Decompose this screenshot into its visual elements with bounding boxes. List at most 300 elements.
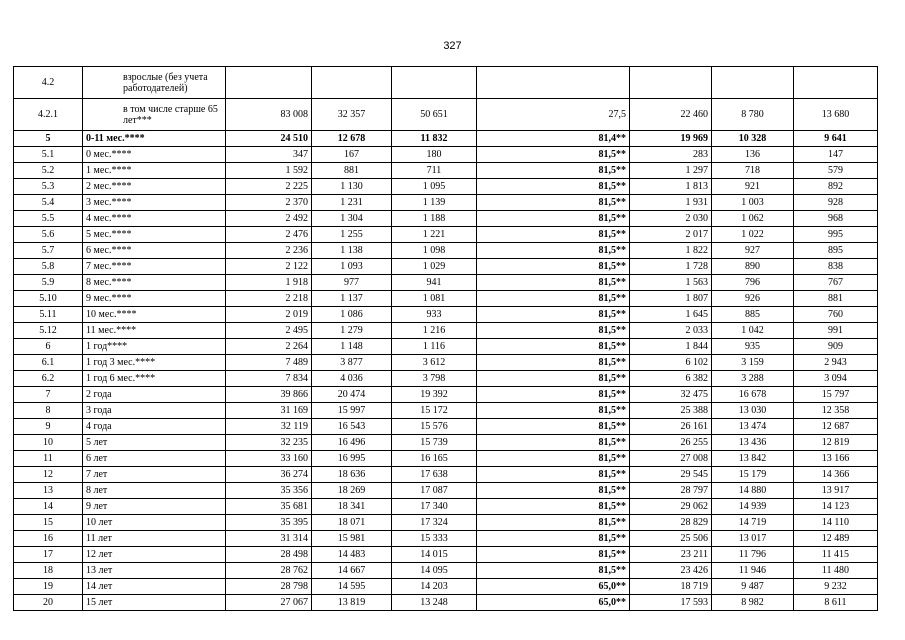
population-table: [13, 66, 878, 611]
total-cell: 2 019: [226, 307, 312, 323]
covered-total-cell: 1 645: [630, 307, 712, 323]
covered-female-cell: 995: [794, 227, 878, 243]
row-category-cell: 11 мес.****: [83, 323, 226, 339]
covered-female-cell: 13 166: [794, 451, 878, 467]
page-number: 327: [443, 40, 462, 52]
row-number-cell: 20: [14, 595, 83, 611]
row-category-cell: 15 лет: [83, 595, 226, 611]
row-number-cell: 5: [14, 131, 83, 147]
female-cell: 1 116: [392, 339, 477, 355]
female-cell: 17 340: [392, 499, 477, 515]
male-cell: 1 279: [312, 323, 392, 339]
covered-total-cell: 28 797: [630, 483, 712, 499]
percent-cell: 81,5**: [477, 355, 630, 371]
covered-total-cell: 1 807: [630, 291, 712, 307]
covered-total-cell: 6 382: [630, 371, 712, 387]
female-cell: 14 095: [392, 563, 477, 579]
covered-total-cell: 1 297: [630, 163, 712, 179]
row-category-cell: 10 мес.****: [83, 307, 226, 323]
covered-female-cell: 579: [794, 163, 878, 179]
covered-male-cell: 11 796: [712, 547, 794, 563]
male-cell: 32 357: [312, 99, 392, 131]
row-category-cell: 9 лет: [83, 499, 226, 515]
total-cell: 32 119: [226, 419, 312, 435]
percent-cell: 81,5**: [477, 419, 630, 435]
row-number-cell: 5.3: [14, 179, 83, 195]
female-cell: 3 612: [392, 355, 477, 371]
percent-cell: 81,5**: [477, 307, 630, 323]
covered-female-cell: 892: [794, 179, 878, 195]
female-cell: 711: [392, 163, 477, 179]
covered-female-cell: 12 687: [794, 419, 878, 435]
covered-male-cell: 3 288: [712, 371, 794, 387]
covered-female-cell: 9 232: [794, 579, 878, 595]
percent-cell: 81,5**: [477, 339, 630, 355]
row-category-cell: 1 год****: [83, 339, 226, 355]
covered-female-cell: 14 123: [794, 499, 878, 515]
total-cell: 2 492: [226, 211, 312, 227]
total-cell: 36 274: [226, 467, 312, 483]
covered-male-cell: 935: [712, 339, 794, 355]
total-cell: 27 067: [226, 595, 312, 611]
percent-cell: 81,5**: [477, 403, 630, 419]
female-cell: 17 638: [392, 467, 477, 483]
covered-total-cell: 29 062: [630, 499, 712, 515]
table-row: [14, 339, 878, 355]
total-cell: 1 592: [226, 163, 312, 179]
covered-total-cell: 1 844: [630, 339, 712, 355]
table-row: [14, 163, 878, 179]
covered-male-cell: 13 842: [712, 451, 794, 467]
female-cell: 17 087: [392, 483, 477, 499]
total-cell: 35 356: [226, 483, 312, 499]
percent-cell: 81,5**: [477, 259, 630, 275]
total-cell: 7 834: [226, 371, 312, 387]
percent-cell: 81,5**: [477, 483, 630, 499]
row-number-cell: 9: [14, 419, 83, 435]
covered-male-cell: 1 003: [712, 195, 794, 211]
table-row: [14, 547, 878, 563]
row-number-cell: 4.2.1: [14, 99, 83, 131]
percent-cell: 81,5**: [477, 499, 630, 515]
male-cell: 1 148: [312, 339, 392, 355]
covered-total-cell: 26 161: [630, 419, 712, 435]
covered-female-cell: 881: [794, 291, 878, 307]
total-cell: 28 762: [226, 563, 312, 579]
male-cell: 16 496: [312, 435, 392, 451]
covered-male-cell: 8 982: [712, 595, 794, 611]
covered-male-cell: 1 042: [712, 323, 794, 339]
male-cell: [312, 67, 392, 99]
female-cell: 50 651: [392, 99, 477, 131]
covered-total-cell: 27 008: [630, 451, 712, 467]
covered-female-cell: 12 489: [794, 531, 878, 547]
row-number-cell: 4.2: [14, 67, 83, 99]
table-row: [14, 579, 878, 595]
male-cell: 15 981: [312, 531, 392, 547]
row-number-cell: 6.2: [14, 371, 83, 387]
row-number-cell: 10: [14, 435, 83, 451]
row-category-cell: 2 года: [83, 387, 226, 403]
row-number-cell: 6.1: [14, 355, 83, 371]
covered-female-cell: 11 480: [794, 563, 878, 579]
male-cell: 14 595: [312, 579, 392, 595]
row-category-cell: взрослые (без учета работодателей): [83, 67, 226, 99]
covered-male-cell: 8 780: [712, 99, 794, 131]
covered-male-cell: 11 946: [712, 563, 794, 579]
covered-total-cell: 32 475: [630, 387, 712, 403]
row-category-cell: 4 мес.****: [83, 211, 226, 227]
row-category-cell: 14 лет: [83, 579, 226, 595]
row-number-cell: 5.4: [14, 195, 83, 211]
row-category-cell: 3 мес.****: [83, 195, 226, 211]
total-cell: 28 798: [226, 579, 312, 595]
female-cell: 1 188: [392, 211, 477, 227]
row-category-cell: 8 мес.****: [83, 275, 226, 291]
percent-cell: 81,5**: [477, 195, 630, 211]
covered-total-cell: 2 030: [630, 211, 712, 227]
row-number-cell: 7: [14, 387, 83, 403]
covered-male-cell: 927: [712, 243, 794, 259]
female-cell: 13 248: [392, 595, 477, 611]
table-row: [14, 371, 878, 387]
table-row: [14, 323, 878, 339]
covered-female-cell: 14 110: [794, 515, 878, 531]
table-row: [14, 355, 878, 371]
female-cell: 1 081: [392, 291, 477, 307]
row-number-cell: 8: [14, 403, 83, 419]
covered-female-cell: 760: [794, 307, 878, 323]
row-number-cell: 5.12: [14, 323, 83, 339]
female-cell: 1 139: [392, 195, 477, 211]
row-number-cell: 18: [14, 563, 83, 579]
row-category-cell: 10 лет: [83, 515, 226, 531]
male-cell: 16 543: [312, 419, 392, 435]
male-cell: 977: [312, 275, 392, 291]
covered-female-cell: 928: [794, 195, 878, 211]
percent-cell: 81,5**: [477, 531, 630, 547]
total-cell: 2 236: [226, 243, 312, 259]
total-cell: 347: [226, 147, 312, 163]
table-row: [14, 147, 878, 163]
row-category-cell: 4 года: [83, 419, 226, 435]
total-cell: 83 008: [226, 99, 312, 131]
row-category-cell: 13 лет: [83, 563, 226, 579]
covered-female-cell: 14 366: [794, 467, 878, 483]
percent-cell: 81,5**: [477, 179, 630, 195]
female-cell: 1 098: [392, 243, 477, 259]
covered-total-cell: 1 822: [630, 243, 712, 259]
male-cell: 18 341: [312, 499, 392, 515]
row-category-cell: 3 года: [83, 403, 226, 419]
covered-female-cell: 147: [794, 147, 878, 163]
male-cell: 20 474: [312, 387, 392, 403]
percent-cell: 81,5**: [477, 371, 630, 387]
percent-cell: 81,5**: [477, 147, 630, 163]
covered-male-cell: 921: [712, 179, 794, 195]
covered-female-cell: 9 641: [794, 131, 878, 147]
male-cell: 14 483: [312, 547, 392, 563]
covered-male-cell: 10 328: [712, 131, 794, 147]
total-cell: 2 264: [226, 339, 312, 355]
row-number-cell: 17: [14, 547, 83, 563]
covered-total-cell: 25 388: [630, 403, 712, 419]
percent-cell: 81,5**: [477, 435, 630, 451]
male-cell: 18 071: [312, 515, 392, 531]
covered-total-cell: 1 931: [630, 195, 712, 211]
row-category-cell: 1 мес.****: [83, 163, 226, 179]
percent-cell: [477, 67, 630, 99]
covered-female-cell: 838: [794, 259, 878, 275]
covered-total-cell: 23 426: [630, 563, 712, 579]
male-cell: 1 138: [312, 243, 392, 259]
female-cell: 1 221: [392, 227, 477, 243]
table-row: [14, 195, 878, 211]
table-row: [14, 435, 878, 451]
covered-male-cell: 15 179: [712, 467, 794, 483]
table-row: [14, 563, 878, 579]
row-category-cell: 5 лет: [83, 435, 226, 451]
female-cell: 941: [392, 275, 477, 291]
row-number-cell: 5.6: [14, 227, 83, 243]
percent-cell: 65,0**: [477, 579, 630, 595]
percent-cell: 81,5**: [477, 291, 630, 307]
row-number-cell: 12: [14, 467, 83, 483]
row-number-cell: 5.7: [14, 243, 83, 259]
table-row: [14, 67, 878, 99]
female-cell: 180: [392, 147, 477, 163]
percent-cell: 81,5**: [477, 211, 630, 227]
covered-total-cell: 1 728: [630, 259, 712, 275]
covered-male-cell: 136: [712, 147, 794, 163]
male-cell: 167: [312, 147, 392, 163]
female-cell: [392, 67, 477, 99]
row-category-cell: 11 лет: [83, 531, 226, 547]
covered-male-cell: 14 939: [712, 499, 794, 515]
total-cell: 7 489: [226, 355, 312, 371]
male-cell: 1 093: [312, 259, 392, 275]
covered-total-cell: 26 255: [630, 435, 712, 451]
table-row: [14, 131, 878, 147]
total-cell: 2 495: [226, 323, 312, 339]
male-cell: 14 667: [312, 563, 392, 579]
covered-male-cell: 1 062: [712, 211, 794, 227]
table-row: [14, 419, 878, 435]
female-cell: 15 739: [392, 435, 477, 451]
row-category-cell: 1 год 6 мес.****: [83, 371, 226, 387]
row-category-cell: 6 мес.****: [83, 243, 226, 259]
total-cell: 24 510: [226, 131, 312, 147]
row-category-cell: 0-11 мес.****: [83, 131, 226, 147]
row-category-cell: 7 мес.****: [83, 259, 226, 275]
percent-cell: 81,5**: [477, 275, 630, 291]
percent-cell: 81,5**: [477, 547, 630, 563]
percent-cell: 81,5**: [477, 243, 630, 259]
male-cell: 1 137: [312, 291, 392, 307]
covered-male-cell: 1 022: [712, 227, 794, 243]
female-cell: 1 029: [392, 259, 477, 275]
row-category-cell: 12 лет: [83, 547, 226, 563]
covered-male-cell: 14 880: [712, 483, 794, 499]
covered-female-cell: 8 611: [794, 595, 878, 611]
total-cell: 1 918: [226, 275, 312, 291]
table-row: [14, 531, 878, 547]
table-row: [14, 499, 878, 515]
female-cell: 19 392: [392, 387, 477, 403]
male-cell: 18 269: [312, 483, 392, 499]
row-number-cell: 5.9: [14, 275, 83, 291]
row-category-cell: 6 лет: [83, 451, 226, 467]
covered-male-cell: 13 474: [712, 419, 794, 435]
total-cell: 32 235: [226, 435, 312, 451]
female-cell: 1 095: [392, 179, 477, 195]
table-row: [14, 99, 878, 131]
covered-total-cell: [630, 67, 712, 99]
row-number-cell: 19: [14, 579, 83, 595]
total-cell: 35 395: [226, 515, 312, 531]
female-cell: 933: [392, 307, 477, 323]
covered-female-cell: 968: [794, 211, 878, 227]
male-cell: 881: [312, 163, 392, 179]
male-cell: 1 130: [312, 179, 392, 195]
row-category-cell: 0 мес.****: [83, 147, 226, 163]
row-number-cell: 16: [14, 531, 83, 547]
male-cell: 1 304: [312, 211, 392, 227]
male-cell: 1 255: [312, 227, 392, 243]
row-number-cell: 15: [14, 515, 83, 531]
covered-male-cell: 9 487: [712, 579, 794, 595]
total-cell: 31 314: [226, 531, 312, 547]
covered-male-cell: 13 017: [712, 531, 794, 547]
male-cell: 15 997: [312, 403, 392, 419]
covered-total-cell: 28 829: [630, 515, 712, 531]
row-category-cell: в том числе старше 65 лет***: [83, 99, 226, 131]
row-number-cell: 5.11: [14, 307, 83, 323]
table-row: [14, 259, 878, 275]
covered-total-cell: 17 593: [630, 595, 712, 611]
male-cell: 13 819: [312, 595, 392, 611]
female-cell: 14 015: [392, 547, 477, 563]
row-category-cell: 7 лет: [83, 467, 226, 483]
row-number-cell: 5.10: [14, 291, 83, 307]
covered-female-cell: 991: [794, 323, 878, 339]
covered-total-cell: 19 969: [630, 131, 712, 147]
total-cell: 39 866: [226, 387, 312, 403]
covered-male-cell: 796: [712, 275, 794, 291]
row-category-cell: 9 мес.****: [83, 291, 226, 307]
covered-male-cell: 3 159: [712, 355, 794, 371]
covered-male-cell: 890: [712, 259, 794, 275]
covered-female-cell: 12 358: [794, 403, 878, 419]
row-category-cell: 8 лет: [83, 483, 226, 499]
row-number-cell: 11: [14, 451, 83, 467]
table-body: [14, 67, 878, 611]
covered-female-cell: 12 819: [794, 435, 878, 451]
percent-cell: 81,5**: [477, 467, 630, 483]
table-row: [14, 227, 878, 243]
percent-cell: 27,5: [477, 99, 630, 131]
female-cell: 1 216: [392, 323, 477, 339]
covered-total-cell: 283: [630, 147, 712, 163]
table-row: [14, 403, 878, 419]
covered-female-cell: 2 943: [794, 355, 878, 371]
covered-female-cell: 13 917: [794, 483, 878, 499]
total-cell: 35 681: [226, 499, 312, 515]
male-cell: 12 678: [312, 131, 392, 147]
covered-total-cell: 29 545: [630, 467, 712, 483]
row-number-cell: 5.1: [14, 147, 83, 163]
female-cell: 15 172: [392, 403, 477, 419]
total-cell: 2 225: [226, 179, 312, 195]
percent-cell: 65,0**: [477, 595, 630, 611]
covered-male-cell: 13 030: [712, 403, 794, 419]
female-cell: 14 203: [392, 579, 477, 595]
male-cell: 16 995: [312, 451, 392, 467]
covered-total-cell: 25 506: [630, 531, 712, 547]
covered-total-cell: 1 563: [630, 275, 712, 291]
covered-total-cell: 6 102: [630, 355, 712, 371]
percent-cell: 81,5**: [477, 515, 630, 531]
covered-female-cell: 11 415: [794, 547, 878, 563]
table-row: [14, 387, 878, 403]
table-row: [14, 595, 878, 611]
covered-male-cell: 926: [712, 291, 794, 307]
table-row: [14, 483, 878, 499]
covered-male-cell: 16 678: [712, 387, 794, 403]
covered-male-cell: 718: [712, 163, 794, 179]
row-category-cell: 1 год 3 мес.****: [83, 355, 226, 371]
covered-total-cell: 2 017: [630, 227, 712, 243]
covered-female-cell: 3 094: [794, 371, 878, 387]
row-number-cell: 5.5: [14, 211, 83, 227]
covered-male-cell: 13 436: [712, 435, 794, 451]
percent-cell: 81,4**: [477, 131, 630, 147]
covered-male-cell: 885: [712, 307, 794, 323]
covered-female-cell: 909: [794, 339, 878, 355]
covered-total-cell: 22 460: [630, 99, 712, 131]
covered-male-cell: [712, 67, 794, 99]
female-cell: 16 165: [392, 451, 477, 467]
table-row: [14, 211, 878, 227]
male-cell: 4 036: [312, 371, 392, 387]
row-category-cell: 2 мес.****: [83, 179, 226, 195]
row-number-cell: 6: [14, 339, 83, 355]
total-cell: 2 476: [226, 227, 312, 243]
percent-cell: 81,5**: [477, 323, 630, 339]
table-row: [14, 179, 878, 195]
total-cell: [226, 67, 312, 99]
male-cell: 18 636: [312, 467, 392, 483]
total-cell: 2 370: [226, 195, 312, 211]
table-row: [14, 515, 878, 531]
total-cell: 28 498: [226, 547, 312, 563]
covered-total-cell: 23 211: [630, 547, 712, 563]
female-cell: 17 324: [392, 515, 477, 531]
row-number-cell: 5.8: [14, 259, 83, 275]
table-row: [14, 451, 878, 467]
covered-male-cell: 14 719: [712, 515, 794, 531]
male-cell: 1 231: [312, 195, 392, 211]
percent-cell: 81,5**: [477, 451, 630, 467]
covered-female-cell: 13 680: [794, 99, 878, 131]
male-cell: 3 877: [312, 355, 392, 371]
total-cell: 31 169: [226, 403, 312, 419]
percent-cell: 81,5**: [477, 563, 630, 579]
female-cell: 15 576: [392, 419, 477, 435]
row-number-cell: 5.2: [14, 163, 83, 179]
table-row: [14, 467, 878, 483]
male-cell: 1 086: [312, 307, 392, 323]
